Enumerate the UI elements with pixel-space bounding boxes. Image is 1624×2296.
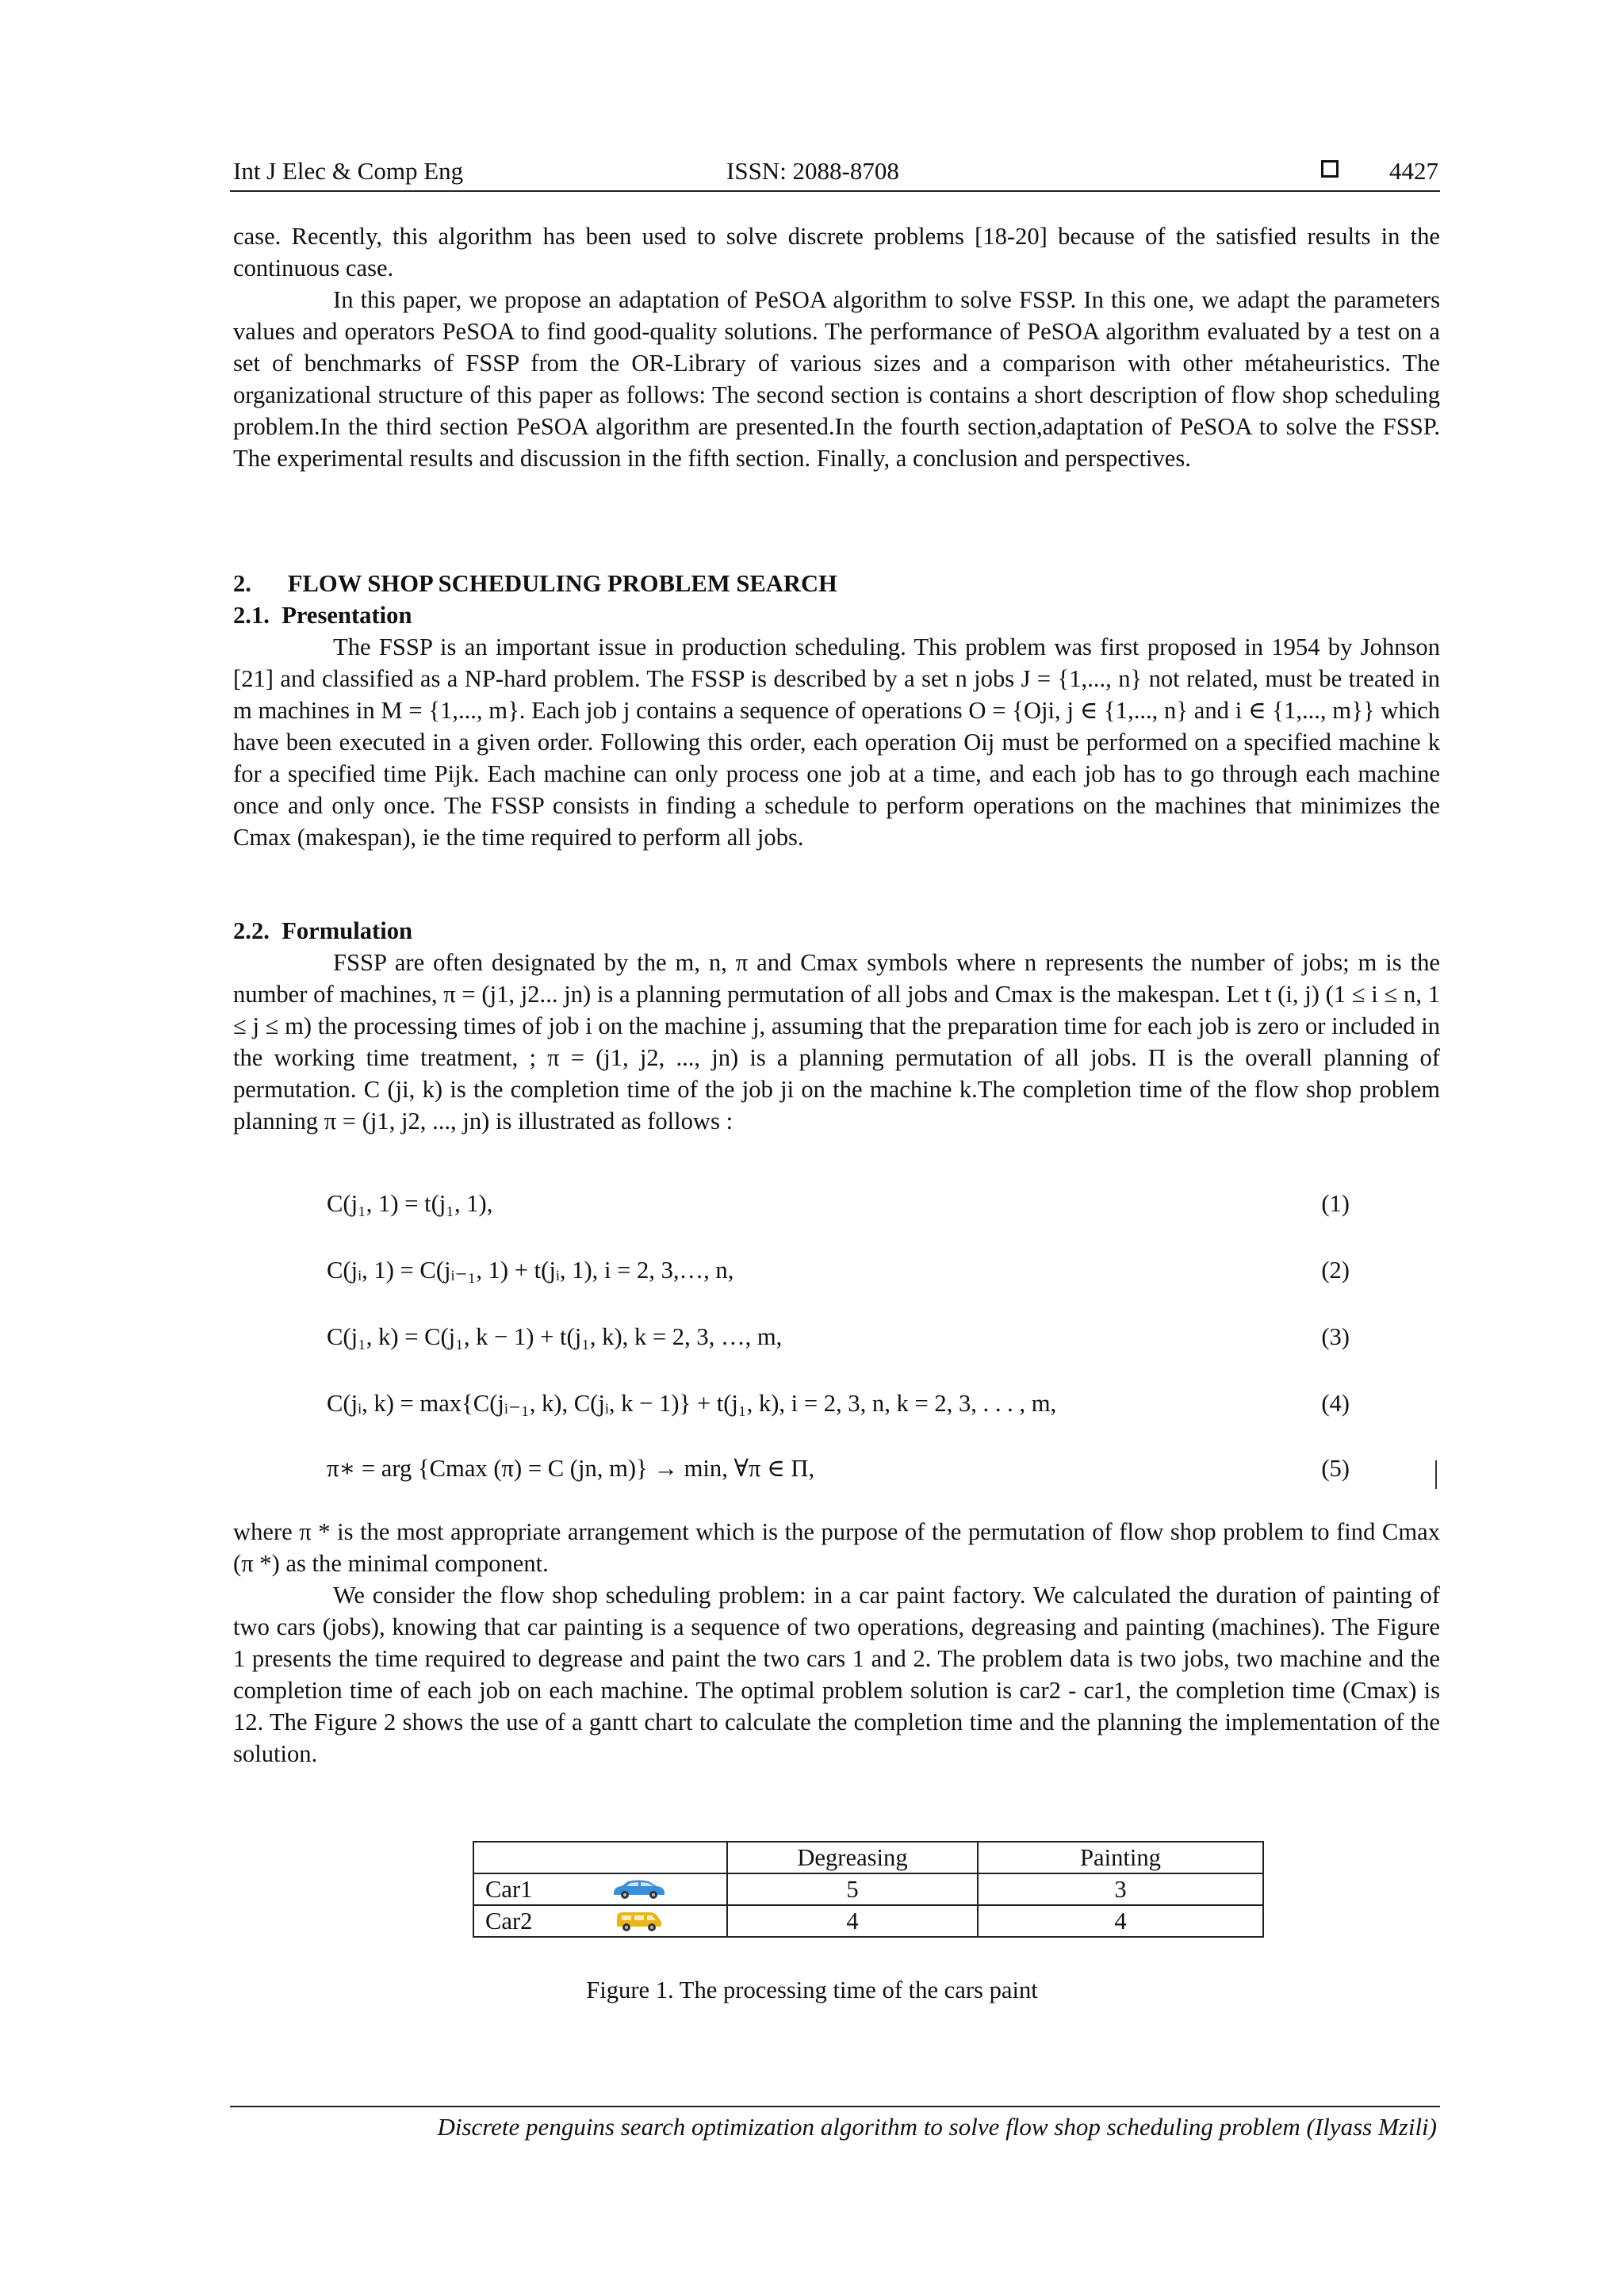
section-2-2-title: 2.2. Formulation [233, 917, 413, 944]
equation-5 [327, 1452, 1350, 1484]
equation-number: (5) [1321, 1455, 1350, 1482]
figure-1-caption: Figure 1. The processing time of the cars paint [586, 1976, 1038, 2003]
formulation-paragraph: FSSP are often designated by the m, n, π and Cmax symbols where n represents the number of jobs; m is the number of machines, π = (j1, j2... jn) is a planning permutation of all jobs and Cmax is the makespan. Let t (i, j) (1 ≤ i ≤ n, 1 ≤ j ≤ m) the processing times of job i on the machine j, assuming that the preparation time for each job is zero or included in the working time treatment, ; π = (j1, j2, ..., jn) is a planning permutation of all jobs. Π is the overall planning of permutation. C (ji, k) is the completion time of the job ji on the machine k.The completion time of the flow shop problem planning π = (j1, j2, ..., jn) is illustrated as follows : [233, 949, 1440, 1135]
car2-degreasing: 4 [727, 1905, 978, 1937]
header-divider [230, 190, 1440, 192]
blue-car-icon [611, 1877, 668, 1901]
where-paragraph: where π * is the most appropriate arrangement which is the purpose of the permutation of flow shop problem to find Cmax (π *) as the minimal component. [233, 1518, 1440, 1577]
intro-paragraph-1: case. Recently, this algorithm has been used to solve discrete problems [18-20] because of the satisfied results in the continuous case. [233, 223, 1440, 281]
equation-expr: C(jᵢ, 1) = C(jᵢ₋₁, 1) + t(jᵢ, 1), i = 2, 3,…, n, [327, 1257, 734, 1284]
equation-1 [327, 1188, 1350, 1219]
equation-number: (4) [1321, 1390, 1350, 1417]
text-cursor [1435, 1460, 1437, 1489]
equation-expr: C(j₁, k) = C(j₁, k − 1) + t(j₁, k), k = 2, 3, …, m, [327, 1323, 783, 1350]
car2-painting: 4 [978, 1905, 1263, 1937]
square-icon [1321, 160, 1339, 178]
running-footer: Discrete penguins search optimization algorithm to solve flow shop scheduling problem (Ilyass Mzili) [437, 2113, 1437, 2141]
car1-painting: 3 [978, 1873, 1263, 1905]
equation-expr: C(jᵢ, k) = max{C(jᵢ₋₁, k), C(jᵢ, k − 1)} + t(j₁, k), i = 2, 3, n, k = 2, 3, . . . , m, [327, 1390, 1057, 1417]
equation-number: (1) [1321, 1190, 1350, 1217]
page-number: 4427 [1389, 157, 1438, 185]
issn: ISSN: 2088-8708 [726, 157, 899, 185]
equation-number: (2) [1321, 1257, 1350, 1284]
figure-1-table [473, 1841, 1264, 1938]
table-header-row [473, 1842, 1263, 1873]
car-paint-paragraph: We consider the flow shop scheduling problem: in a car paint factory. We calculated the duration of painting of two cars (jobs), knowing that car painting is a sequence of two operations, degreasing and painting (machines). The Figure 1 presents the time required to degrease and paint the two cars 1 and 2. The problem data is two jobs, two machine and the completion time of each job on each machine. The optimal problem solution is car2 - car1, the completion time (Cmax) is 12. The Figure 2 shows the use of a gantt chart to calculate the completion time and the planning the implementation of the solution. [233, 1582, 1440, 1767]
yellow-van-icon [614, 1909, 665, 1933]
footer-divider [230, 2106, 1440, 2107]
equation-2 [327, 1254, 1350, 1286]
presentation-paragraph: The FSSP is an important issue in production scheduling. This problem was first proposed in 1954 by Johnson [21] and classified as a NP-hard problem. The FSSP is described by a set n jobs J = {1,..., n} not related, must be treated in m machines in M = {1,..., m}. Each job j contains a sequence of operations O = {Oji, j ∈ {1,..., n} and i ∈ {1,..., m}} which have been executed in a given order. Following this order, each operation Oij must be performed on a specified machine k for a specified time Pijk. Each machine can only process one job at a time, and each job has to go through each machine once and only once. The FSSP consists in finding a schedule to perform operations on the machines that minimizes the Cmax (makespan), ie the time required to perform all jobs. [233, 633, 1440, 851]
row-label-cell [473, 1873, 727, 1905]
journal-name: Int J Elec & Comp Eng [233, 157, 464, 185]
row-label-cell [473, 1905, 727, 1937]
table-row [473, 1905, 1263, 1937]
equation-4 [327, 1387, 1350, 1419]
table-corner-cell [473, 1842, 727, 1873]
car-label: Car2 [485, 1908, 533, 1934]
equation-expr: C(j₁, 1) = t(j₁, 1), [327, 1190, 493, 1217]
running-header [233, 155, 1438, 190]
equation-expr: π∗ = arg {Cmax (π) = C (jn, m)} → min, ∀π ∈ Π, [327, 1455, 815, 1482]
car1-degreasing: 5 [727, 1873, 978, 1905]
equation-number: (3) [1321, 1323, 1350, 1350]
car-label: Car1 [485, 1876, 533, 1903]
header-painting: Painting [978, 1842, 1263, 1873]
equation-3 [327, 1321, 1350, 1353]
intro-paragraph-2: In this paper, we propose an adaptation of PeSOA algorithm to solve FSSP. In this one, we adapt the parameters values and operators PeSOA to find good-quality solutions. The performance of PeSOA algorithm evaluated by a test on a set of benchmarks of FSSP from the OR-Library of various sizes and a comparison with other métaheuristics. The organizational structure of this paper as follows: The second section is contains a short description of flow shop scheduling problem.In the third section PeSOA algorithm are presented.In the fourth section,adaptation of PeSOA to solve the FSSP. The experimental results and discussion in the fifth section. Finally, a conclusion and perspectives. [233, 286, 1440, 472]
table-row [473, 1873, 1263, 1905]
header-degreasing: Degreasing [727, 1842, 978, 1873]
section-2-title: 2. FLOW SHOP SCHEDULING PROBLEM SEARCH [233, 570, 837, 597]
section-2-1-title: 2.1. Presentation [233, 602, 412, 629]
